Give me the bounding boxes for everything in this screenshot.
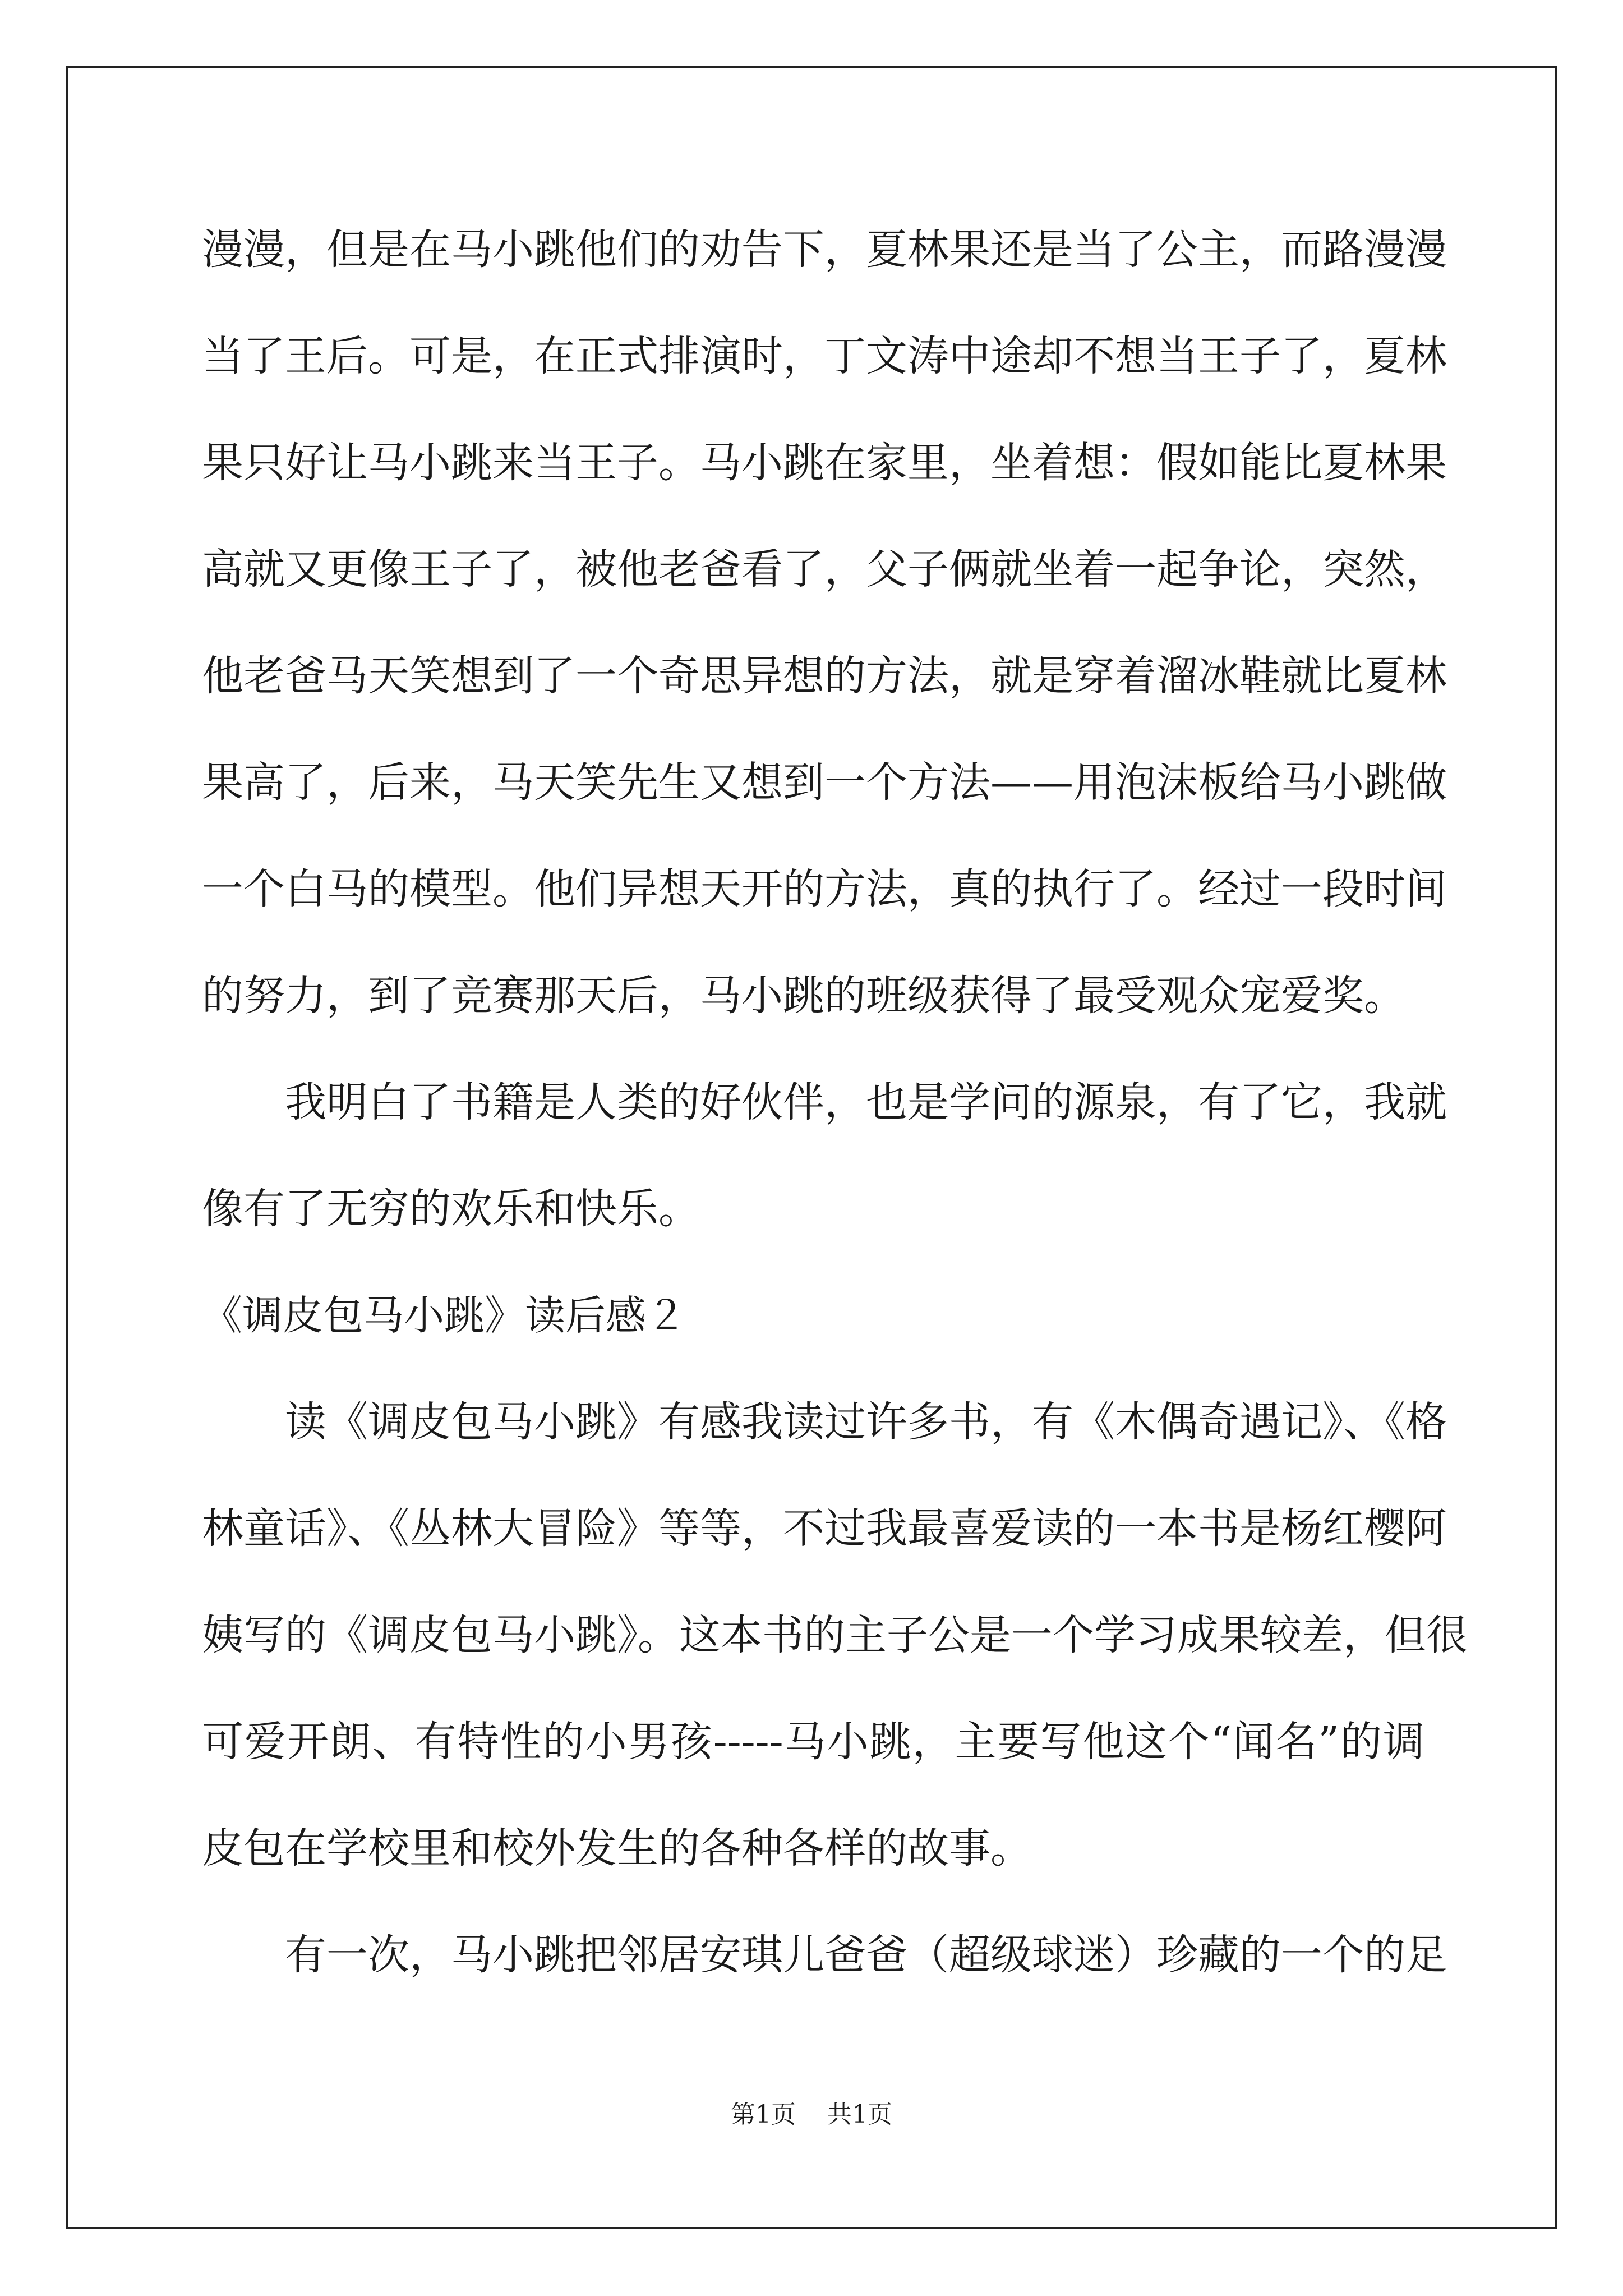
text-line: 皮包在学校里和校外发生的各种各样的故事。 <box>202 1824 1032 1872</box>
text-line: 林童话》、《丛林大冒险》等等，不过我最喜爱读的一本书是杨红樱阿 <box>202 1504 1447 1553</box>
text-line: 像有了无穷的欢乐和快乐。 <box>202 1185 700 1233</box>
text-line: 果高了，后来，马天笑先生又想到一个方法——用泡沫板给马小跳做 <box>202 758 1447 807</box>
text-line: 的努力，到了竞赛那天后，马小跳的班级获得了最受观众宠爱奖。 <box>202 972 1405 1020</box>
text-line: 一个白马的模型。他们异想天开的方法，真的执行了。经过一段时间 <box>202 865 1447 913</box>
page-footer <box>0 2098 1623 2132</box>
paragraph-first-line: 有一次，马小跳把邻居安琪儿爸爸（超级球迷）珍藏的一个的足 <box>285 1931 1447 1979</box>
text-line: 高就又更像王子了，被他老爸看了，父子俩就坐着一起争论，突然， <box>202 545 1447 593</box>
document-body <box>202 208 1468 2019</box>
text-line: 姨写的《调皮包马小跳》。这本书的主子公是一个学习成果较差，但很 <box>202 1611 1468 1659</box>
text-line: 果只好让马小跳来当王子。马小跳在家里，坐着想：假如能比夏林果 <box>202 439 1447 487</box>
text-line: 当了王后。可是，在正式排演时，丁文涛中途却不想当王子了，夏林 <box>202 332 1447 380</box>
text-line: 漫漫，但是在马小跳他们的劝告下，夏林果还是当了公主，而路漫漫 <box>202 226 1447 274</box>
text-line: 他老爸马天笑想到了一个奇思异想的方法，就是穿着溜冰鞋就比夏林 <box>202 652 1447 700</box>
paragraph-first-line: 读《调皮包马小跳》有感我读过许多书，有《木偶奇遇记》、《格 <box>285 1398 1447 1446</box>
page-number: 第1页 <box>731 2100 796 2129</box>
section-heading: 《调皮包马小跳》读后感２ <box>202 1292 687 1339</box>
text-line: 可爱开朗、有特性的小男孩-----马小跳，主要写他这个“闻名”的调 <box>202 1718 1424 1766</box>
page-total: 共1页 <box>827 2100 892 2129</box>
paragraph-first-line: 我明白了书籍是人类的好伙伴，也是学问的源泉，有了它，我就 <box>285 1078 1447 1126</box>
